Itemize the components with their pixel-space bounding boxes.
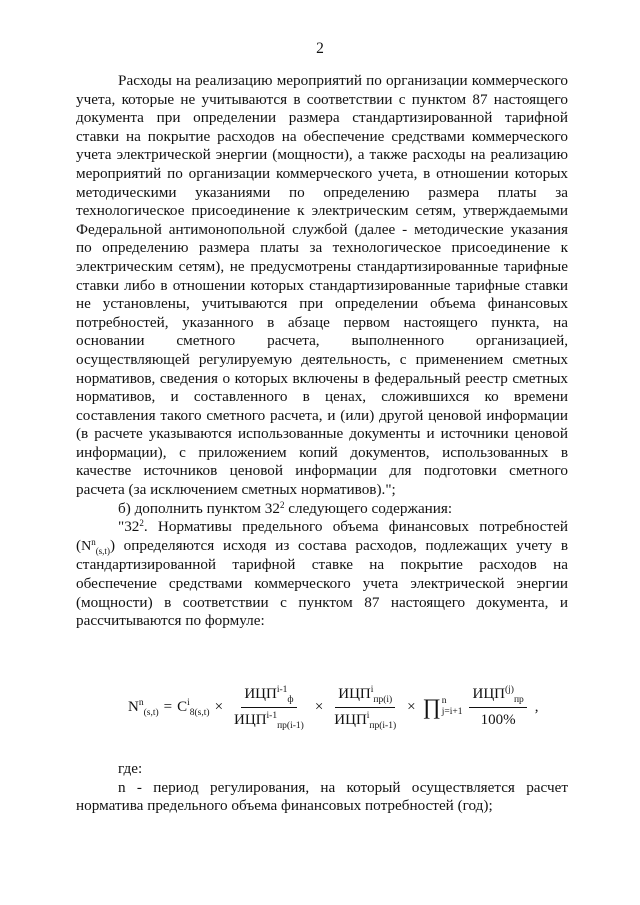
fraction-3-numerator: $ИЦП^{(j)}_{пр}$ — [469, 686, 526, 708]
fraction-1-denominator: $ИЦП^{i-1}_{пр(i-1)}$ — [234, 710, 304, 731]
document-body — [76, 72, 568, 631]
product-upper-limit: n — [441, 696, 447, 706]
item-32-2-text1: . Нормативы предельного объема финансовых потребностей ( — [76, 518, 568, 554]
formula-c-term: $C^i_{8(s,t)}$ — [177, 697, 210, 718]
formula-lhs: $N^n_{(s,t)}$ — [128, 697, 159, 718]
formula-times-2: × — [314, 698, 324, 715]
formula-end-comma: , — [534, 698, 539, 715]
item-32-2-sup: 2 — [139, 518, 144, 529]
item-b-paragraph — [76, 500, 568, 519]
fraction-1-numerator: $ИЦП^{i-1}_ф$ — [241, 686, 296, 708]
item-32-2-open: "32 — [118, 518, 140, 536]
formula-fraction-2 — [331, 686, 399, 729]
item-b-prefix: б) дополнить пунктом 32 — [118, 499, 280, 517]
where-label: где: — [118, 760, 143, 777]
n-definition: n - период регулирования, на который осуществляется расчет норматива предельного объема финансовых потребностей (год); — [76, 778, 568, 815]
formula-fraction-3 — [469, 686, 526, 729]
product-symbol: ∏ — [422, 694, 441, 719]
item-b-suffix: следующего содержания: — [284, 499, 453, 517]
norm-formula — [128, 676, 544, 738]
fraction-3-denominator: 100% — [480, 711, 516, 728]
formula-times-3: × — [407, 698, 416, 715]
formula-equals: = — [163, 698, 173, 715]
formula-fraction-1 — [231, 686, 307, 729]
formula-times-1: × — [214, 698, 224, 715]
item-b-sup: 2 — [279, 499, 285, 510]
paragraph-commercial-metering-costs: Расходы на реализацию мероприятий по организации коммерческого учета, которые не учитываются в соответствии с пунктом 87 настоящего документа при определении размера стандартизированной тарифной ставки на покрытие расходов на обеспечение средствами коммерческого учета электрической энергии (мощности), а также расходы на реализацию мероприятий по организации коммерческого учета, в отношении которых методическими указаниями по определению размера платы за технологическое присоединение к электрическим сетям, утверждаемыми Федеральной антимонопольной службой (далее - методические указания по определению размера платы за технологическое присоединение к электрическим сетям), не предусмотрены стандартизированные тарифные ставки либо в отношении которых стандартизированные тарифные ставки не установлены, учитываются при определении объема финансовых потребностей, указанного в абзаце первом настоящего пункта, на основании сметного расчета, выполненного организацией, осуществляющей регулируемую деятельность, с применением сметных нормативов, сведения о которых включены в федеральный реестр сметных нормативов, и составленного в ценах, сложившихся ко времени составления такого сметного расчета, и (или) другой ценовой информации (в расчете указываются использованные документы и источники ценовой информации), с приложением копий документов, использованных в качестве источников ценовой информации для подготовки сметного расчета (за исключением сметных нормативов)."; — [76, 72, 568, 499]
item-32-2-text2: ) определяются исходя из состава расходов, подлежащих учету в стандартизированной тарифной ставке на покрытие расходов на обеспечение средствами коммерческого учета электрической энергии (мощности) в соответствии с пунктом 87 настоящего документа, и рассчитываются по формуле: — [76, 536, 568, 630]
inline-norm-symbol: $N^n_{(s,t)}$ — [81, 536, 110, 556]
fraction-2-denominator: $ИЦП^i_{пр(i-1)}$ — [334, 710, 397, 731]
page-number: 2 — [316, 40, 324, 57]
formula-explanation — [76, 760, 568, 816]
fraction-2-numerator: $ИЦП^i_{пр(i)}$ — [335, 686, 395, 708]
item-32-2-paragraph — [76, 518, 568, 631]
product-lower-limit: j=i+1 — [441, 707, 463, 717]
product-limits — [442, 696, 463, 718]
